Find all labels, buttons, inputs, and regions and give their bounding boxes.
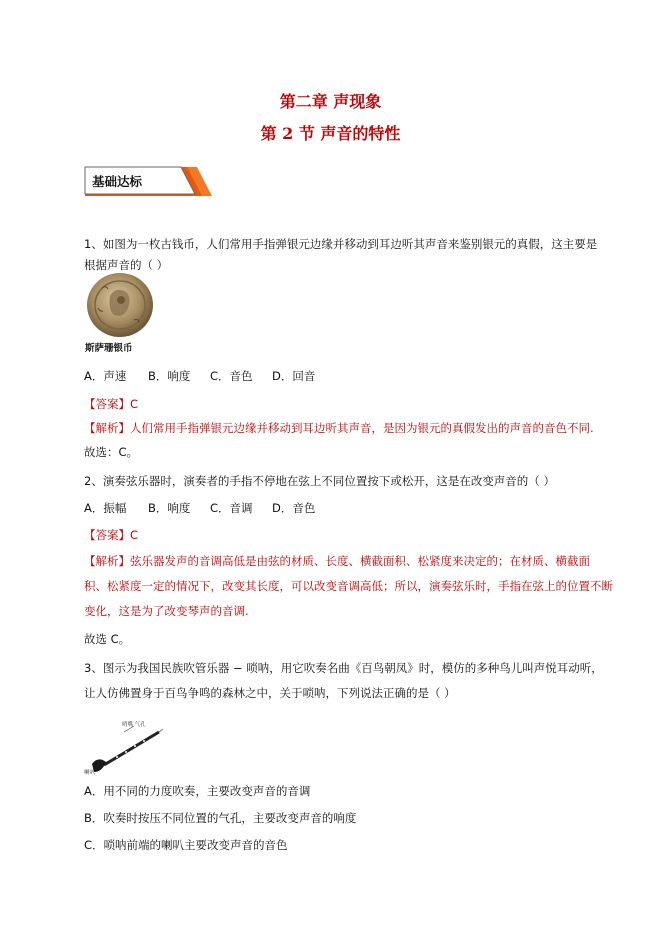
- q3-option-a: A．用不同的力度吹奏，主要改变声音的音调: [84, 784, 311, 798]
- q2-conclusion: 故选 C。: [84, 632, 131, 646]
- q1-option-b: B．响度: [148, 369, 191, 383]
- q1-stem-line1: 1、如图为一枚古钱币，人们常用手指弹银元边缘并移动到耳边听其声音来鉴别银元的真假，这主要是: [84, 237, 598, 251]
- section-banner: [83, 163, 216, 197]
- suona-icon: [84, 720, 164, 775]
- section-title: 第 2 节 声音的特性: [260, 124, 401, 143]
- silver-coin-icon: [84, 268, 154, 340]
- q3-stem-line2: 让人仿佛置身于百鸟争鸣的森林之中，关于唢呐，下列说法正确的是（ ）: [84, 686, 456, 700]
- coin-image: [84, 268, 154, 358]
- q2-option-d: D．音色: [272, 501, 316, 515]
- q2-analysis-line3: 变化，这是为了改变琴声的音调.: [84, 604, 249, 618]
- q2-option-b: B．响度: [148, 501, 191, 515]
- q1-option-a: A．声速: [84, 369, 127, 383]
- q1-answer: 【答案】C: [84, 397, 139, 411]
- banner-label: 基础达标: [92, 174, 143, 189]
- q2-option-a: A．振幅: [84, 501, 127, 515]
- suona-caption-bottom: 喇叭: [84, 770, 96, 776]
- q2-answer: 【答案】C: [84, 528, 139, 542]
- q3-option-b: B．吹奏时按压不同位置的气孔，主要改变声音的响度: [84, 811, 357, 825]
- q1-stem-line2: 根据声音的（ ）: [84, 258, 169, 272]
- q1-option-d: D．回音: [272, 369, 316, 383]
- q1-conclusion: 故选：C。: [84, 445, 139, 459]
- q3-option-c: C．唢呐前端的喇叭主要改变声音的音色: [84, 838, 288, 852]
- q1-analysis: 【解析】人们常用手指弹银元边缘并移动到耳边听其声音，是因为银元的真假发出的声音的音色不同.: [84, 421, 594, 435]
- q2-analysis-line1: 【解析】弦乐器发声的音调高低是由弦的材质、长度、横截面积、松紧度来决定的；在材质、横截面: [84, 554, 590, 568]
- q2-analysis-line2: 积、松紧度一定的情况下，改变其长度，可以改变音调高低；所以，演奏弦乐时，手指在弦上的位置不断: [84, 579, 613, 593]
- q1-options: [84, 368, 315, 384]
- q2-options: [84, 500, 315, 516]
- suona-image: [84, 720, 164, 775]
- q2-option-c: C．音调: [210, 501, 253, 515]
- q2-stem: 2、演奏弦乐器时，演奏者的手指不停地在弦上不同位置按下或松开，这是在改变声音的（ ）: [84, 474, 555, 488]
- suona-caption-top: 哨嘴 气孔: [122, 722, 146, 728]
- coin-caption: 斯萨珊银币: [85, 343, 133, 354]
- q1-option-c: C．音色: [210, 369, 253, 383]
- chapter-title: 第二章 声现象: [279, 92, 382, 111]
- q3-stem-line1: 3、图示为我国民族吹管乐器 − 唢呐，用它吹奏名曲《百鸟朝凤》时，模仿的多种鸟儿叫声悦耳动听，: [84, 661, 603, 675]
